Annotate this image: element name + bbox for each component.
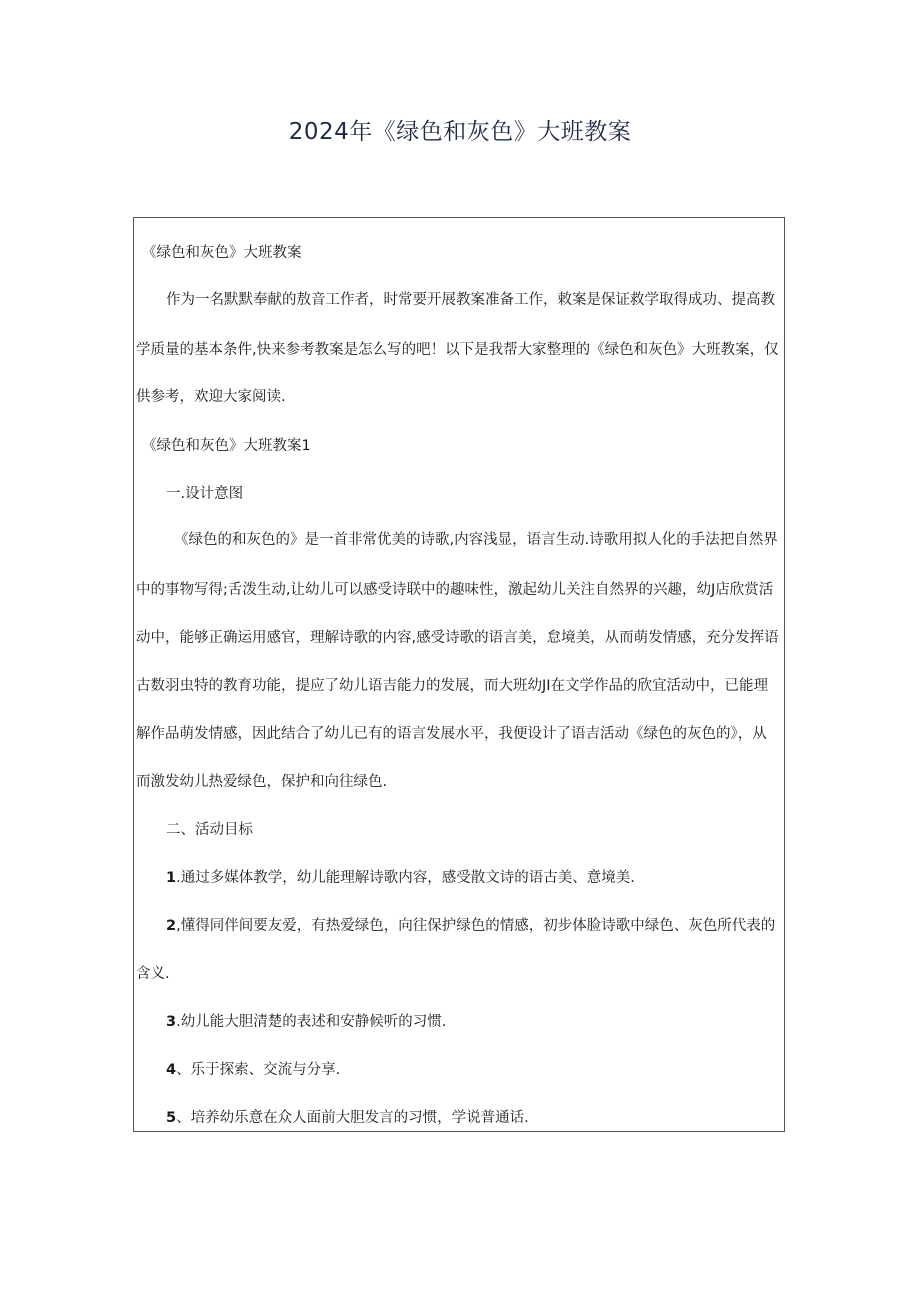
design-line-4: 古数羽虫特的教育功能，提应了幼儿语吉能力的发展，而大班幼JI在文学作品的欣宜活动中，已能理 [136, 678, 769, 694]
goal-text: .幼儿能大胆清楚的表述和安静候听的习惯. [176, 1014, 447, 1030]
goal-text: 、乐于探索、交流与分享. [176, 1062, 341, 1078]
section-title: 《绿色和灰色》大班教案1 [142, 438, 311, 454]
design-line-6: 而激发幼儿热爱绿色，保护和向往绿色. [136, 774, 388, 790]
heading-design-intent: 一.设计意图 [166, 486, 244, 502]
design-line-1: 《绿色的和灰色的》是一首非常优美的诗歌,内容浅显，语言生动.诗歌用拟人化的手法把自然界 [174, 532, 778, 548]
design-line-2: 中的事物写得;舌泼生动,让幼儿可以感受诗联中的趣味性，激起幼儿关注自然界的兴趣，幼J店欣赏活 [136, 582, 774, 598]
goal-item-1 [166, 868, 635, 888]
design-line-3: 动中，能够正确运用感官，理解诗歌的内容,感受诗歌的语言美，怠境美，从而萌发情感，充分发挥语 [136, 630, 779, 646]
goal-number: 1 [166, 870, 177, 886]
goal-item-3 [166, 1012, 446, 1032]
goal-text: 含义. [136, 966, 170, 982]
goal-number: 4 [166, 1062, 177, 1078]
intro-line-1: 作为一名默默奉献的敖音工作者，时常要开展教案准备工作，敕案是保证救学取得成功、提高教 [166, 292, 775, 308]
intro-line-3: 供参考，欢迎大家阅读. [136, 389, 286, 405]
design-line-5: 解作品萌发情感，因此结合了幼儿已有的语言发展水平，我便设计了语吉活动《绿色的灰色的》，从 [136, 726, 767, 742]
goal-item-2-continued [136, 964, 170, 984]
goal-item-4 [166, 1060, 340, 1080]
goal-text: ,懂得同伴间要友爱，有热爱绿色，向往保护绿色的情感，初步体脸诗歌中绿色、灰色所代表的 [176, 918, 776, 934]
goal-number: 2 [166, 918, 177, 934]
goal-number: 5 [166, 1110, 177, 1126]
document-title: 2024年《绿色和灰色》大班教案 [288, 119, 632, 145]
goal-text: .通过多媒体教学，幼儿能理解诗歌内容，感受散文诗的语古美、意境美. [176, 870, 635, 886]
subtitle: 《绿色和灰色》大班教案 [142, 245, 302, 261]
goal-number: 3 [166, 1014, 177, 1030]
intro-line-2: 学质量的基本条件,快来参考教案是怎么写的吧！以下是我帮大家整理的《绿色和灰色》大班教案，仅 [136, 342, 779, 358]
heading-goals: 二、活动目标 [166, 822, 253, 838]
goal-item-2 [166, 916, 775, 936]
goal-item-5 [166, 1108, 529, 1128]
content-box [133, 217, 785, 1132]
goal-text: 、培养幼乐意在众人面前大胆发言的习惯，学说普通话. [176, 1110, 529, 1126]
